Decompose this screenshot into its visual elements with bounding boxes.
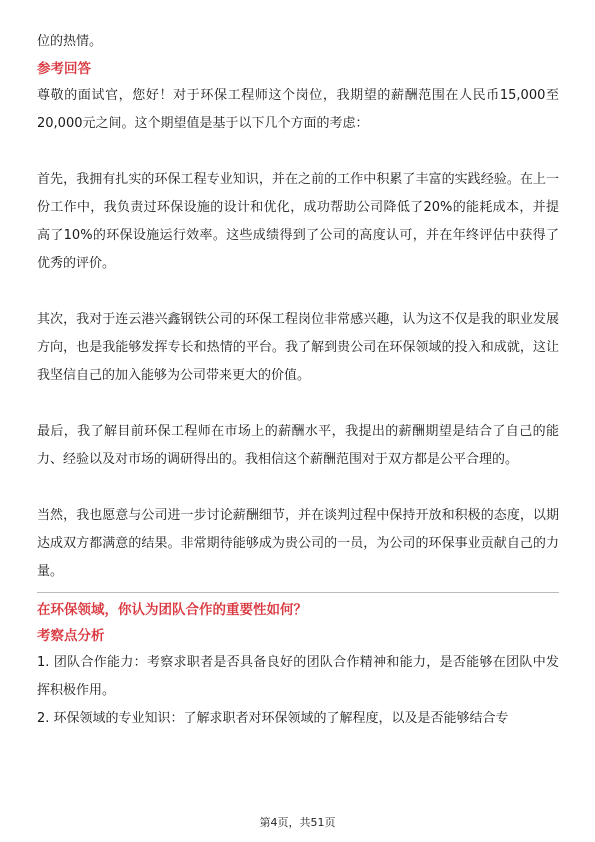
answer-heading: 参考回答: [37, 61, 91, 77]
paragraph-gap: [37, 278, 559, 306]
paragraph-2: 首先，我拥有扎实的环保工程专业知识，并在之前的工作中积累了丰富的实践经验。在上一份工作中，我负责过环保设施的设计和优化，成功帮助公司降低了20%的能耗成本，并提高了10%的环保设施运行效率。这些成绩得到了公司的高度认可，并在年终评估中获得了优秀的评价。: [37, 172, 559, 271]
paragraph-gap: [37, 474, 559, 502]
analysis-item-1: 1. 团队合作能力：考察求职者是否具备良好的团队合作精神和能力，是否能够在团队中发挥积极作用。: [37, 655, 559, 698]
intro-tail: 位的热情。: [37, 34, 103, 49]
paragraph-4: 最后，我了解目前环保工程师在市场上的薪酬水平，我提出的薪酬期望是结合了自己的能力、经验以及对市场的调研得出的。我相信这个薪酬范围对于双方都是公平合理的。: [37, 424, 559, 467]
paragraph-1: 尊敬的面试官，您好！对于环保工程师这个岗位，我期望的薪酬范围在人民币15,000至20,000元之间。这个期望值是基于以下几个方面的考虑：: [37, 88, 559, 131]
page-number: 第4页，共51页: [259, 816, 336, 829]
document-body: [37, 28, 559, 733]
paragraph-5: 当然，我也愿意与公司进一步讨论薪酬细节，并在谈判过程中保持开放和积极的态度，以期达成双方都满意的结果。非常期待能够成为贵公司的一员，为公司的环保事业贡献自己的力量。: [37, 508, 559, 579]
section-divider: [37, 592, 559, 593]
paragraph-gap: [37, 138, 559, 166]
paragraph-3: 其次，我对于连云港兴鑫钢铁公司的环保工程岗位非常感兴趣，认为这不仅是我的职业发展方向，也是我能够发挥专长和热情的平台。我了解到贵公司在环保领域的投入和成就，这让我坚信自己的加入能够为公司带来更大的价值。: [37, 312, 559, 383]
analysis-heading: 考察点分析: [37, 628, 105, 644]
question-heading: 在环保领域，你认为团队合作的重要性如何？: [37, 602, 307, 618]
analysis-item-2: 2. 环保领域的专业知识：了解求职者对环保领域的了解程度，以及是否能够结合专: [37, 711, 509, 726]
paragraph-gap: [37, 390, 559, 418]
